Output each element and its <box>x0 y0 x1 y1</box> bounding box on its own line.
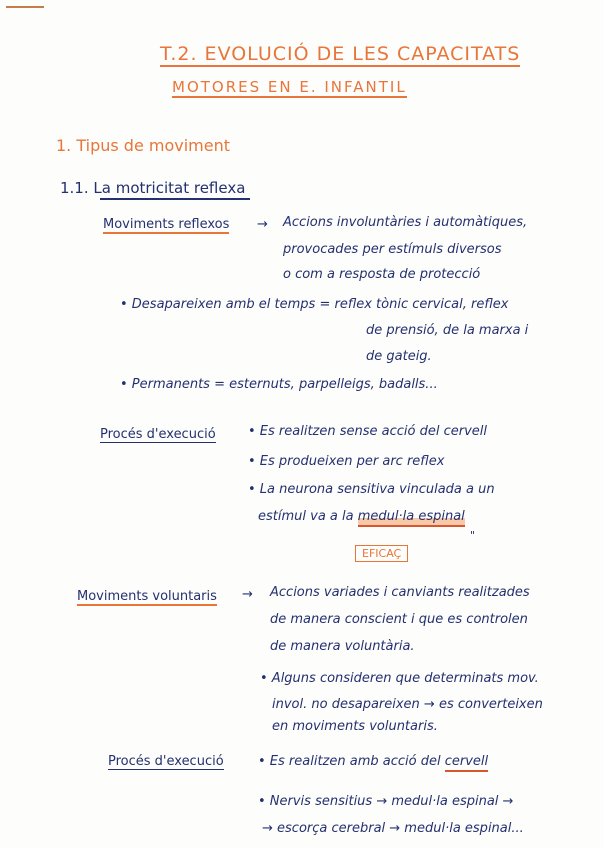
cervell-underlined: cervell <box>445 754 488 772</box>
reflexos-bullet-1a: • Desapareixen amb el temps = reflex tònic cervical, reflex <box>120 297 509 312</box>
subsection-underline <box>100 198 250 200</box>
voluntaris-bullet-1a: • Alguns consideren que determinats mov. <box>260 671 539 686</box>
voluntaris-bullet-1b: invol. no desapareixen → es converteixen <box>272 697 543 712</box>
title-line-2: MOTORES EN E. INFANTIL <box>172 78 407 96</box>
reflexos-def-1: Accions involuntàries i automàtiques, <box>283 215 528 230</box>
reflexos-def-3: o com a resposta de protecció <box>283 267 481 282</box>
reflexos-label: Moviments reflexos <box>103 217 230 232</box>
subsection-heading: 1.1. La motricitat reflexa <box>60 179 246 197</box>
proces-2-bullet-1-text: • Es realitzen amb acció del <box>258 754 445 769</box>
proces-1-bullet-4 <box>258 510 465 523</box>
title-line-1: T.2. EVOLUCIÓ DE LES CAPACITATS <box>160 43 521 65</box>
voluntaris-bullet-1c: en moviments voluntaris. <box>272 719 438 734</box>
proces-2-bullet-2: • Nervis sensitius → medul·la espinal → <box>258 794 514 809</box>
reflexos-arrow: → <box>257 217 268 232</box>
voluntaris-def-2: de manera conscient i que es controlen <box>270 612 528 627</box>
equals-mark: " <box>470 529 476 542</box>
proces-1-bullet-3: • La neurona sensitiva vinculada a un <box>248 482 495 497</box>
reflexos-bullet-2: • Permanents = esternuts, parpelleigs, badalls... <box>120 377 438 392</box>
medulla-espinal-highlight: medul·la espinal <box>358 509 465 527</box>
section-heading: 1. Tipus de moviment <box>56 136 231 155</box>
voluntaris-arrow: → <box>242 587 253 602</box>
proces-1-bullet-2: • Es produeixen per arc reflex <box>248 454 445 469</box>
proces-1-bullet-4-text: estímul va a la <box>258 509 358 524</box>
voluntaris-label: Moviments voluntaris <box>77 589 217 604</box>
voluntaris-def-3: de manera voluntària. <box>270 639 415 654</box>
proces-2-bullet-1 <box>258 755 488 768</box>
eficac-box: EFICAÇ <box>355 545 408 562</box>
voluntaris-def-1: Accions variades i canviants realitzades <box>270 585 530 600</box>
proces-1-label: Procés d'execució <box>100 427 216 442</box>
proces-2-bullet-3: → escorça cerebral → medul·la espinal... <box>262 821 524 836</box>
reflexos-def-2: provocades per estímuls diversos <box>283 242 502 257</box>
reflexos-bullet-1c: de gateig. <box>366 349 432 364</box>
proces-2-label: Procés d'execució <box>108 754 224 769</box>
proces-1-bullet-1: • Es realitzen sense acció del cervell <box>248 424 488 439</box>
reflexos-bullet-1b: de prensió, de la marxa i <box>366 323 529 338</box>
top-pen-mark <box>6 6 44 8</box>
